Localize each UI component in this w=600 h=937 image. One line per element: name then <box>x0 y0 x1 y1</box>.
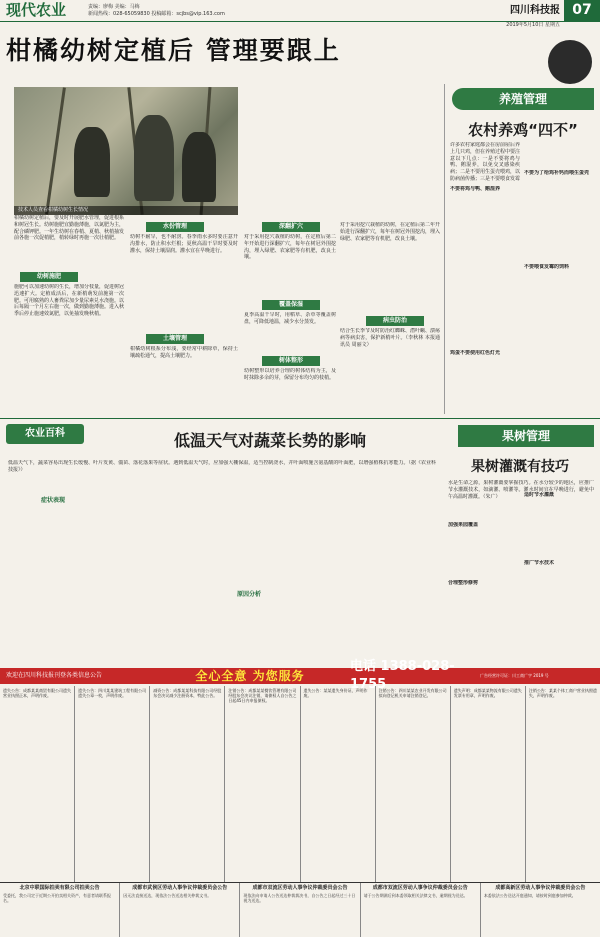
temperature-article-title: 低温天气对蔬菜长势的影响 <box>173 431 366 450</box>
section-divider <box>0 418 600 419</box>
orchard-photo <box>14 87 238 215</box>
breeding-subhead-2: 不要为了给鸡补钙而喂生蛋壳 <box>524 170 590 176</box>
classified-ads <box>0 686 600 882</box>
fruit-tree-text: 水是生命之源，果树灌溉要掌握技巧。在水分较少的地区，应推广节水灌溉技术，如滴灌、喷灌等。灌水时间宜在早晚进行，避免中午高温时灌溉。（朱广） <box>448 480 594 500</box>
notice <box>0 883 120 937</box>
subhead-pest: 病虫防治 <box>366 316 424 326</box>
soil-text: 柑橘幼树根系分布浅，要经常中耕除草，保持土壤疏松通气，提高土壤肥力。 <box>130 346 238 359</box>
ad-column: 遗失声明：成都某某物流有限公司遗失发票专用章，声明作废。 <box>451 686 526 882</box>
subhead-soil: 土壤管理 <box>146 334 204 344</box>
subhead-mulch: 覆盖保湿 <box>262 300 320 310</box>
newspaper-brand: 四川科技报 <box>510 4 560 16</box>
ad-column: 遗失公告：某某遗失身份证，声明作废。 <box>301 686 376 882</box>
pest-text: 结合生长季节及时防治红蜘蛛、潜叶蛾、溃疡病等病虫害，保护新梢叶片。（李秋林 本报通讯员 周丽文） <box>340 328 440 348</box>
breeding-banner: 养殖管理 <box>452 88 594 110</box>
fruit-tree-title: 果树灌溉有技巧 <box>471 459 569 475</box>
agri-encyclopedia-badge: 农业百科 <box>6 424 84 444</box>
pruning-text: 幼树整形以培养合理的树体结构为主，及时抹除多余的芽，保留分布均匀的枝梢。 <box>244 368 336 381</box>
editor-credits <box>88 4 348 18</box>
breeding-title: 农村养鸡“四不” <box>468 121 578 139</box>
dateline: 2019年5月10日 星期五 <box>506 22 560 28</box>
photo-caption: 技术人员查看柑橘幼树生长情况 <box>14 206 238 215</box>
hotline-line: 新闻热线：028-65059830 投稿邮箱：scjbs@vip.163.com <box>88 10 225 17</box>
temperature-article-text: 低温天气下，蔬菜容易出现生长缓慢、叶片发黄、僵苗、落花落果等症状。遇到低温天气时，应加强大棚保温，适当控制浇水，并叶面喷施含氨基酸的叶面肥，以增强植株抗寒能力。（据《农业科技报》） <box>8 460 436 473</box>
page-number: 07 <box>564 0 600 22</box>
deep-plow-continued: 对于采用挖穴栽植的幼树，在定植后第二年开始进行深翻扩穴，每年在树冠外围挖沟，埋入绿肥、农家肥等有机肥，改良土壤。 <box>340 222 440 242</box>
ad-phone-number: 1388-028-1755 <box>350 659 455 692</box>
breeding-text: 许多农村家庭都会在房前屋后养上几只鸡，但在养殖过程中要注意以下几点：一是不要将鸡与鸭、鹅混养，以免交叉感染疾病；二是不要用生蛋壳喂鸡，以防病菌传播；三是不要喂食发霉 <box>450 142 520 182</box>
deep-plow-text: 对于采用挖穴栽植的幼树，在定植后第二年开始进行深翻扩穴，每年在树冠外围挖沟，埋入绿肥、农家肥等有机肥，改良土壤。 <box>244 234 336 261</box>
ad-column: 注销公告：某某个体工商户营业执照遗失，声明作废。 <box>528 688 597 699</box>
ad-column: 注销公告：四川某某农业开发有限公司拟向登记机关申请注销登记。 <box>376 686 451 882</box>
fertilize-text: 施肥可以加速幼树的生长，增加分枝量，促进树冠迅速扩大。定植成活后，在新梢萌发前施第一次肥。可用腐熟的人畜粪尿加少量尿素兑水浇施。以后每隔一个月左右施一次，做到勤施薄施。进入秋季后停止施速效氮肥，以免抽发晚秋梢。 <box>14 284 124 317</box>
ad-license: 广告经营许可证：川工商广字 2019 号 <box>480 673 549 679</box>
notice-title: 北京中联国际拍卖有限公司拍卖公告 <box>19 885 100 891</box>
notice-title: 成都市武侯区劳动人事争议仲裁委员会公告 <box>132 885 228 891</box>
ad-banner-slogan: 全心全意 为您服务 <box>195 668 305 683</box>
notice-title: 成都高新区劳动人事争议仲裁委员会公告 <box>495 885 586 891</box>
notice <box>120 883 240 937</box>
subhead-symptoms: 症状表现 <box>40 497 65 504</box>
subhead-water: 水份管理 <box>146 222 204 232</box>
column-divider <box>444 84 445 414</box>
notice-body: 本委依法公告送达开庭通知，请按时到庭参加仲裁。 <box>483 892 576 898</box>
ad-column: 遗失公告：成都某某商贸有限公司遗失营业执照正本，声明作废。 <box>0 686 75 882</box>
fruit-subhead-2: 合理整形修剪 <box>448 580 479 586</box>
notice <box>361 883 481 937</box>
page-header <box>0 0 600 22</box>
editors-line: 责编：廖梅 美编：马梅 <box>88 3 140 10</box>
subhead-pruning: 树体整形 <box>262 356 320 366</box>
public-notices <box>0 882 600 937</box>
breeding-subhead-4: 鸡蛋不要使用红色灯光 <box>450 350 501 356</box>
main-headline: 柑橘幼树定植后 管理要跟上 <box>6 36 341 65</box>
fruit-subhead-3: 适时节水灌溉 <box>524 492 555 498</box>
water-text: 幼树不耐旱，也不耐涝。春季雨水多时要注意开沟排水，防止积水烂根；夏秋高温干旱时要及时灌水，保持土壤湿润。灌水宜在早晚进行。 <box>130 234 238 254</box>
subhead-deep-plow: 深翻扩穴 <box>262 222 320 232</box>
fruit-subhead-4: 推广节水技术 <box>524 560 555 566</box>
ad-column: 注销公告：成都某某餐饮管理有限公司经股东会决议注销，请债权人自公告之日起45日内申报债权。 <box>225 686 300 882</box>
notice-body: 因无法直接送达，现依法公告送达相关仲裁文书。 <box>123 892 212 898</box>
notice <box>481 883 600 937</box>
notice-body: 现依法向申请人公告送达仲裁裁决书，自公告之日起经过三十日视为送达。 <box>243 892 356 903</box>
notice-body: 请于公告期满后到本委领取相关法律文书，逾期视为送达。 <box>363 892 468 898</box>
lead-text: 柑橘幼树定植后，要及时开展肥水管理，促进根系和树冠生长。幼树施肥宜勤施薄施，以氮肥为主，配合磷钾肥。一年生幼树在春梢、夏梢、秋梢抽发前各施一次促梢肥，梢转绿时再施一次壮梢肥。 <box>14 215 124 242</box>
ad-banner <box>0 659 600 692</box>
notice-title: 成都市双流区劳动人事争议仲裁委员会公告 <box>252 885 348 891</box>
mulch-text: 夏季高温干旱时，用稻草、杂草等覆盖树盘，可降低地温，减少水分蒸发。 <box>244 312 336 325</box>
ad-banner-left: 欢迎在四川科技报刊登各类信息公告 <box>6 671 103 679</box>
section-title: 现代农业 <box>6 1 67 20</box>
ad-phone-label: 电话 <box>350 659 377 675</box>
fruit-subhead-1: 加强果园覆盖 <box>448 522 479 528</box>
notice <box>240 883 360 937</box>
breeding-subhead-1: 不要将鸡与鸭、鹅混养 <box>450 186 501 192</box>
breeding-subhead-3: 不要喂食发霉的饲料 <box>524 264 570 270</box>
notice-body: 受委托，我公司定于近期公开拍卖相关资产，有意者请联系报名。 <box>3 892 111 903</box>
ad-column: 减资公告：成都某某科技有限公司经股东会决议减少注册资本，特此公告。 <box>150 686 225 882</box>
ad-column: 遗失公告：四川某某建筑工程有限公司遗失公章一枚，声明作废。 <box>75 686 150 882</box>
rooster-logo-icon <box>548 40 592 84</box>
subhead-causes: 原因分析 <box>236 591 261 598</box>
notice-title: 成都市双流区劳动人事争议仲裁委员会公告 <box>372 885 468 891</box>
fruit-tree-banner: 果树管理 <box>458 425 594 447</box>
subhead-fertilize: 幼树施肥 <box>20 272 78 282</box>
